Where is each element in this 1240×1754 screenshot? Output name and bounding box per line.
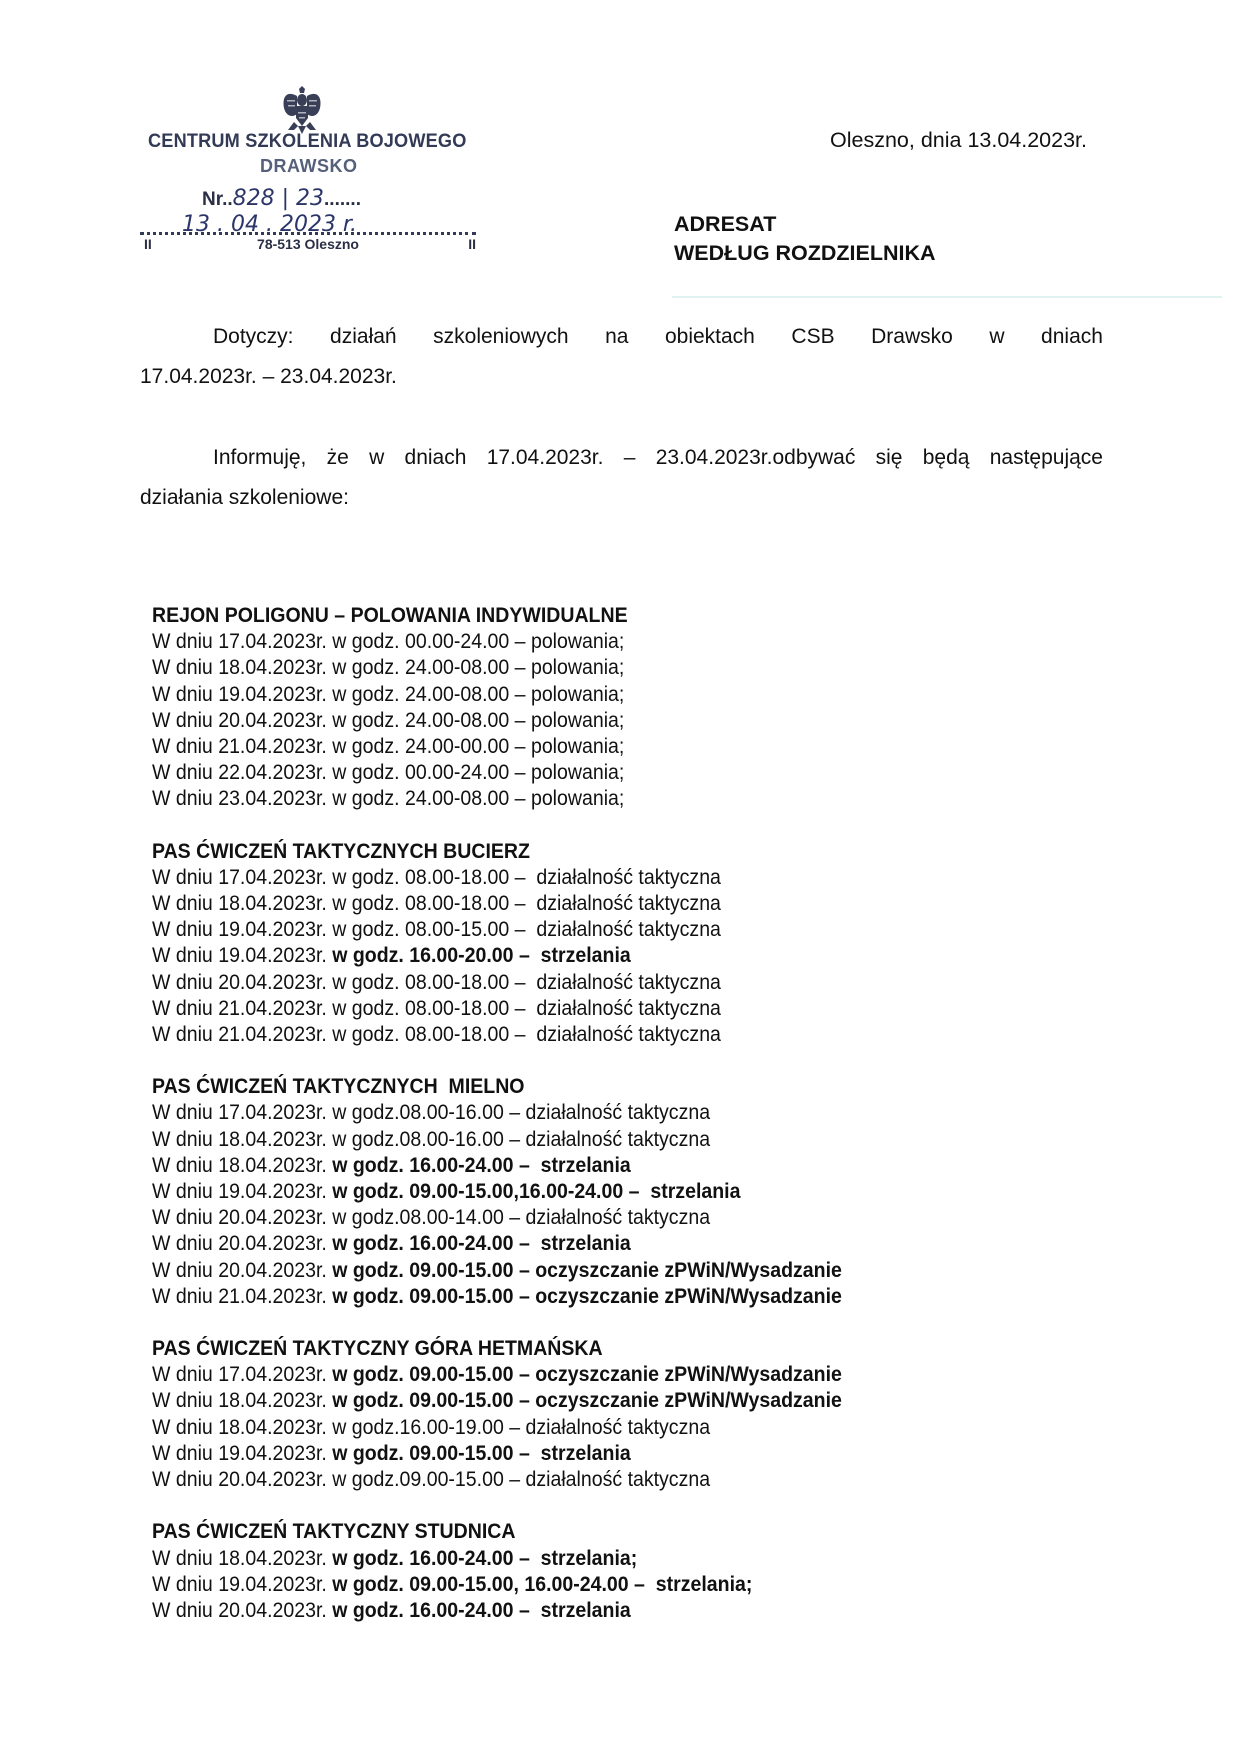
schedule-entry: W dniu 18.04.2023r. w godz. 16.00-24.00 – strzelania; — [152, 1546, 638, 1570]
subject-word: Dotyczy: — [213, 325, 294, 348]
section-title: PAS ĆWICZEŃ TAKTYCZNYCH MIELNO — [152, 1075, 525, 1099]
stamp-tick-left: II — [144, 236, 152, 252]
stamp-city: DRAWSKO — [260, 156, 358, 176]
stamp-postal-address: 78-513 Oleszno — [257, 236, 359, 252]
schedule-entry: W dniu 18.04.2023r. w godz.16.00-19.00 – działalność taktyczna — [152, 1415, 711, 1439]
schedule-entry: W dniu 17.04.2023r. w godz.08.00-16.00 – działalność taktyczna — [152, 1101, 711, 1125]
schedule-entry: W dniu 20.04.2023r. w godz. 09.00-15.00 – oczyszczanie zPWiN/Wysadzanie — [152, 1258, 842, 1282]
intro-continuation: działania szkoleniowe: — [140, 486, 349, 509]
subject-word: działań — [330, 325, 397, 348]
schedule-entry: W dniu 20.04.2023r. w godz. 16.00-24.00 – strzelania — [152, 1598, 631, 1622]
schedule-entry: W dniu 22.04.2023r. w godz. 00.00-24.00 – polowania; — [152, 761, 625, 785]
stamp-organization: CENTRUM SZKOLENIA BOJOWEGO — [148, 130, 467, 152]
schedule-entry: W dniu 19.04.2023r. w godz. 08.00-15.00 – działalność taktyczna — [152, 918, 721, 942]
section-rejon-poligonu — [152, 603, 1052, 813]
stamp-tick-right: II — [468, 236, 476, 252]
schedule-entry: W dniu 21.04.2023r. w godz. 08.00-18.00 – działalność taktyczna — [152, 1023, 721, 1047]
intro-word: następujące — [989, 446, 1103, 469]
place-and-date: Oleszno, dnia 13.04.2023r. — [830, 128, 1087, 152]
schedule-entry: W dniu 18.04.2023r. w godz.08.00-16.00 – działalność taktyczna — [152, 1127, 711, 1151]
subject-continuation: 17.04.2023r. – 23.04.2023r. — [140, 365, 397, 388]
schedule-entry: W dniu 19.04.2023r. w godz. 16.00-20.00 – strzelania — [152, 944, 631, 968]
schedule-entry: W dniu 20.04.2023r. w godz.09.00-15.00 – działalność taktyczna — [152, 1468, 711, 1492]
schedule-entry: W dniu 21.04.2023r. w godz. 08.00-18.00 – działalność taktyczna — [152, 996, 721, 1020]
intro-word: 17.04.2023r. — [486, 446, 604, 469]
subject-line — [213, 325, 1103, 349]
schedule-entry: W dniu 18.04.2023r. w godz. 09.00-15.00 – oczyszczanie zPWiN/Wysadzanie — [152, 1389, 842, 1413]
intro-word: w — [369, 446, 385, 469]
schedule-entry: W dniu 20.04.2023r. w godz. 24.00-08.00 – polowania; — [152, 708, 625, 732]
schedule-entry: W dniu 21.04.2023r. w godz. 24.00-00.00 – polowania; — [152, 735, 625, 759]
schedule-entry: W dniu 18.04.2023r. w godz. 16.00-24.00 – strzelania — [152, 1153, 631, 1177]
schedule-entry: W dniu 19.04.2023r. w godz. 24.00-08.00 – polowania; — [152, 682, 625, 706]
section-title: PAS ĆWICZEŃ TAKTYCZNYCH BUCIERZ — [152, 839, 530, 863]
intro-word: się — [875, 446, 903, 469]
intro-line — [213, 446, 1103, 470]
stamp-dotted-line — [140, 232, 476, 235]
schedule-entry: W dniu 20.04.2023r. w godz. 16.00-24.00 – strzelania — [152, 1232, 631, 1256]
stamp-number-handwritten: 828 | 23 — [232, 186, 325, 211]
schedule-entry: W dniu 20.04.2023r. w godz. 08.00-18.00 – działalność taktyczna — [152, 970, 721, 994]
intro-word: 23.04.2023r.odbywać — [655, 446, 856, 469]
addressee-block — [674, 210, 936, 268]
stamp-number — [202, 186, 361, 211]
stamp-number-suffix: ....... — [324, 189, 361, 210]
subject-word: CSB — [791, 325, 835, 348]
section-title: PAS ĆWICZEŃ TAKTYCZNY STUDNICA — [152, 1520, 516, 1544]
schedule-entry: W dniu 23.04.2023r. w godz. 24.00-08.00 – polowania; — [152, 787, 625, 811]
schedule-entry: W dniu 17.04.2023r. w godz. 08.00-18.00 – działalność taktyczna — [152, 865, 721, 889]
intro-word: Informuję, — [213, 446, 307, 469]
addressee-line-1: ADRESAT — [674, 212, 777, 236]
schedule-entry: W dniu 19.04.2023r. w godz. 09.00-15.00,16.00-24.00 – strzelania — [152, 1180, 741, 1204]
section-title: REJON POLIGONU – POLOWANIA INDYWIDUALNE — [152, 604, 628, 627]
stamp-handwritten-date: 13 . 04 . 2023 r. — [182, 212, 357, 237]
schedule-entry: W dniu 17.04.2023r. w godz. 09.00-15.00 – oczyszczanie zPWiN/Wysadzanie — [152, 1363, 842, 1387]
official-stamp — [140, 82, 480, 282]
subject-word: w — [989, 325, 1005, 348]
section-studnica — [152, 1519, 1052, 1624]
section-gora-hetmanska — [152, 1336, 1052, 1493]
schedule-entry: W dniu 21.04.2023r. w godz. 09.00-15.00 – oczyszczanie zPWiN/Wysadzanie — [152, 1284, 842, 1308]
divider — [672, 296, 1222, 298]
schedule-entry: W dniu 20.04.2023r. w godz.08.00-14.00 – działalność taktyczna — [152, 1206, 711, 1230]
subject-word: szkoleniowych — [433, 325, 569, 348]
intro-word: będą — [922, 446, 970, 469]
intro-word: – — [623, 446, 636, 469]
schedule-entry: W dniu 17.04.2023r. w godz. 00.00-24.00 – polowania; — [152, 630, 625, 654]
stamp-number-prefix: Nr.. — [202, 189, 233, 210]
subject-word: dniach — [1041, 325, 1103, 348]
subject-word: Drawsko — [871, 325, 953, 348]
intro-word: dniach — [404, 446, 467, 469]
schedule-sections — [152, 603, 1052, 1650]
schedule-entry: W dniu 19.04.2023r. w godz. 09.00-15.00 – strzelania — [152, 1441, 631, 1465]
section-mielno — [152, 1074, 1052, 1310]
schedule-entry: W dniu 19.04.2023r. w godz. 09.00-15.00, 16.00-24.00 – strzelania; — [152, 1572, 753, 1596]
section-title: PAS ĆWICZEŃ TAKTYCZNY GÓRA HETMAŃSKA — [152, 1337, 603, 1361]
schedule-entry: W dniu 18.04.2023r. w godz. 08.00-18.00 – działalność taktyczna — [152, 892, 721, 916]
intro-word: że — [326, 446, 349, 469]
subject-word: obiektach — [664, 325, 755, 348]
schedule-entry: W dniu 18.04.2023r. w godz. 24.00-08.00 – polowania; — [152, 656, 625, 680]
addressee-line-2: WEDŁUG ROZDZIELNIKA — [674, 241, 936, 265]
subject-word: na — [605, 325, 629, 348]
section-bucierz — [152, 839, 1052, 1049]
